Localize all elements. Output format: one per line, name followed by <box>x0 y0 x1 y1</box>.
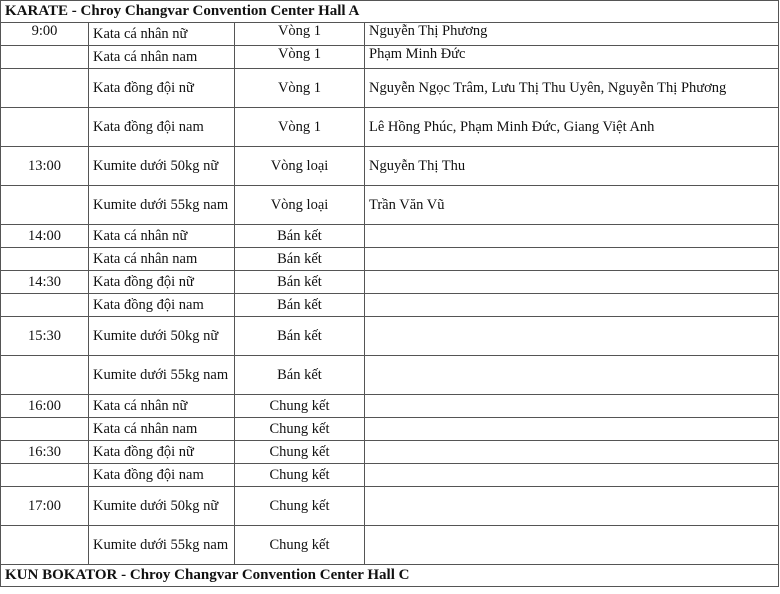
table-row <box>1 317 779 356</box>
round-cell: Chung kết <box>235 526 365 565</box>
table-row <box>1 441 779 464</box>
table-row <box>1 46 779 69</box>
time-cell <box>1 526 89 565</box>
athletes-cell <box>365 418 779 441</box>
table-row <box>1 147 779 186</box>
round-cell: Vòng 1 <box>235 23 365 46</box>
round-cell: Vòng 1 <box>235 108 365 147</box>
time-cell <box>1 464 89 487</box>
event-cell: Kumite dưới 55kg nam <box>89 356 235 395</box>
event-cell: Kata cá nhân nam <box>89 418 235 441</box>
table-row <box>1 108 779 147</box>
section-header-karate <box>1 1 779 23</box>
section-title-kun-bokator: KUN BOKATOR - Chroy Changvar Convention Center Hall C <box>1 565 779 587</box>
round-cell: Vòng loại <box>235 186 365 225</box>
time-cell: 15:30 <box>1 317 89 356</box>
round-cell: Bán kết <box>235 294 365 317</box>
time-cell <box>1 46 89 69</box>
time-cell: 16:30 <box>1 441 89 464</box>
athletes-cell <box>365 248 779 271</box>
round-cell: Vòng 1 <box>235 46 365 69</box>
time-cell: 9:00 <box>1 23 89 46</box>
event-cell: Kumite dưới 50kg nữ <box>89 147 235 186</box>
table-row <box>1 395 779 418</box>
athletes-cell <box>365 356 779 395</box>
time-cell: 14:30 <box>1 271 89 294</box>
table-row <box>1 271 779 294</box>
table-row <box>1 69 779 108</box>
time-cell: 16:00 <box>1 395 89 418</box>
round-cell: Chung kết <box>235 395 365 418</box>
round-cell: Bán kết <box>235 225 365 248</box>
event-cell: Kata cá nhân nữ <box>89 23 235 46</box>
event-cell: Kata đồng đội nam <box>89 464 235 487</box>
athletes-cell: Nguyễn Thị Phương <box>365 23 779 46</box>
athletes-cell <box>365 317 779 356</box>
event-cell: Kata đồng đội nữ <box>89 441 235 464</box>
round-cell: Chung kết <box>235 418 365 441</box>
table-row <box>1 418 779 441</box>
table-row <box>1 487 779 526</box>
table-row <box>1 356 779 395</box>
event-cell: Kata cá nhân nam <box>89 248 235 271</box>
table-row <box>1 294 779 317</box>
athletes-cell <box>365 487 779 526</box>
round-cell: Bán kết <box>235 271 365 294</box>
athletes-cell: Lê Hồng Phúc, Phạm Minh Đức, Giang Việt Anh <box>365 108 779 147</box>
time-cell <box>1 356 89 395</box>
athletes-cell <box>365 441 779 464</box>
athletes-cell: Nguyễn Thị Thu <box>365 147 779 186</box>
round-cell: Bán kết <box>235 248 365 271</box>
event-cell: Kata đồng đội nữ <box>89 69 235 108</box>
event-cell: Kata đồng đội nam <box>89 108 235 147</box>
event-cell: Kata cá nhân nữ <box>89 225 235 248</box>
event-cell: Kata cá nhân nữ <box>89 395 235 418</box>
event-cell: Kumite dưới 50kg nữ <box>89 487 235 526</box>
event-cell: Kumite dưới 50kg nữ <box>89 317 235 356</box>
round-cell: Chung kết <box>235 487 365 526</box>
table-row <box>1 186 779 225</box>
athletes-cell: Phạm Minh Đức <box>365 46 779 69</box>
athletes-cell <box>365 464 779 487</box>
time-cell <box>1 69 89 108</box>
athletes-cell <box>365 294 779 317</box>
round-cell: Bán kết <box>235 317 365 356</box>
table-row <box>1 464 779 487</box>
round-cell: Vòng 1 <box>235 69 365 108</box>
athletes-cell <box>365 395 779 418</box>
athletes-cell <box>365 225 779 248</box>
athletes-cell: Trần Văn Vũ <box>365 186 779 225</box>
time-cell <box>1 294 89 317</box>
athletes-cell <box>365 526 779 565</box>
time-cell <box>1 248 89 271</box>
event-cell: Kumite dưới 55kg nam <box>89 186 235 225</box>
table-row <box>1 526 779 565</box>
event-cell: Kumite dưới 55kg nam <box>89 526 235 565</box>
event-cell: Kata đồng đội nam <box>89 294 235 317</box>
time-cell <box>1 186 89 225</box>
time-cell <box>1 108 89 147</box>
section-header-kun-bokator <box>1 565 779 587</box>
round-cell: Bán kết <box>235 356 365 395</box>
athletes-cell <box>365 271 779 294</box>
table-row <box>1 23 779 46</box>
event-cell: Kata cá nhân nam <box>89 46 235 69</box>
round-cell: Chung kết <box>235 441 365 464</box>
time-cell: 13:00 <box>1 147 89 186</box>
section-title-karate: KARATE - Chroy Changvar Convention Center Hall A <box>1 1 779 23</box>
time-cell <box>1 418 89 441</box>
time-cell: 17:00 <box>1 487 89 526</box>
table-row <box>1 248 779 271</box>
table-row <box>1 225 779 248</box>
round-cell: Chung kết <box>235 464 365 487</box>
event-cell: Kata đồng đội nữ <box>89 271 235 294</box>
round-cell: Vòng loại <box>235 147 365 186</box>
athletes-cell: Nguyễn Ngọc Trâm, Lưu Thị Thu Uyên, Nguyễn Thị Phương <box>365 69 779 108</box>
time-cell: 14:00 <box>1 225 89 248</box>
